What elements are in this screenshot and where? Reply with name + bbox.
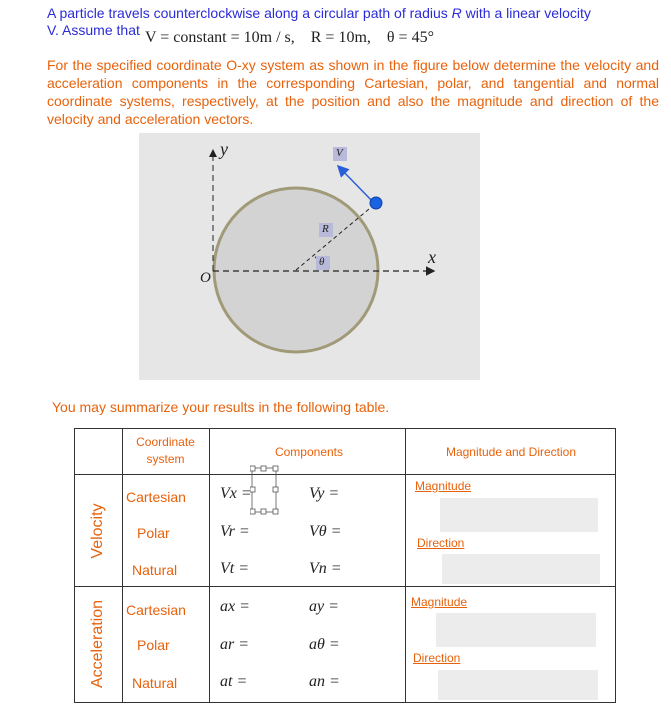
header-magnitude-direction: Magnitude and Direction <box>445 445 577 459</box>
intro-r: R <box>451 5 462 21</box>
component-vtheta: Vθ = <box>309 523 342 540</box>
col-divider-3 <box>405 428 406 703</box>
component-vx: Vx = <box>220 485 252 502</box>
component-ar: ar = <box>220 636 250 653</box>
component-vn: Vn = <box>309 560 342 577</box>
particle-point <box>370 197 382 209</box>
accel-direction-box[interactable] <box>438 670 598 700</box>
origin-label: O <box>200 270 211 286</box>
velocity-direction-box[interactable] <box>442 554 600 584</box>
intro-line1: A particle travels counterclockwise along a circular path of radius <box>47 5 452 21</box>
row-velocity-natural: Natural <box>132 562 178 578</box>
row-accel-cartesian: Cartesian <box>126 602 186 618</box>
velocity-magnitude-box[interactable] <box>440 498 598 532</box>
section-divider <box>74 586 616 587</box>
col-divider-1 <box>122 428 123 703</box>
row-velocity-polar: Polar <box>137 525 170 541</box>
header-coordinate: Coordinate system <box>136 435 195 466</box>
x-label: x <box>428 247 436 267</box>
intro-line2: V. Assume that <box>47 22 140 38</box>
acceleration-group-label: Acceleration <box>89 599 106 689</box>
given-equation: V = constant = 10m / s, R = 10m, θ = 45° <box>145 29 434 46</box>
header-components: Components <box>274 445 344 459</box>
figure-panel <box>139 133 480 380</box>
radius-label: R <box>322 223 329 235</box>
selection-handles[interactable] <box>250 464 280 516</box>
component-an: an = <box>309 673 340 690</box>
results-table <box>74 428 616 703</box>
row-velocity-cartesian: Cartesian <box>126 489 186 505</box>
component-atheta: aθ = <box>309 636 340 653</box>
component-ay: ay = <box>309 598 339 615</box>
component-at: at = <box>220 673 248 690</box>
accel-magnitude-label: Magnitude <box>411 595 468 609</box>
velocity-direction-label: Direction <box>417 536 465 550</box>
velocity-arrow <box>339 167 375 204</box>
velocity-label: V <box>336 147 343 159</box>
problem-paragraph: For the specified coordinate O-xy system as shown in the figure below determine the velocity and acceleration components in the corresponding Cartesian, polar, and tangential and normal coordinate systems, respectively, at the position and also the magnitude and direction of the velocity and acceleration vectors. <box>47 57 659 127</box>
accel-direction-label: Direction <box>413 651 461 665</box>
velocity-group-label: Velocity <box>89 503 106 559</box>
accel-magnitude-box[interactable] <box>436 613 596 647</box>
intro-line1b: with a linear velocity <box>461 5 591 21</box>
component-vt: Vt = <box>220 560 250 577</box>
row-accel-natural: Natural <box>132 675 178 691</box>
component-vy: Vy = <box>309 485 340 502</box>
theta-label: θ <box>319 256 325 268</box>
summary-text: You may summarize your results in the following table. <box>52 399 390 415</box>
component-ax: ax = <box>220 598 250 615</box>
col-divider-2 <box>209 428 210 703</box>
header-divider <box>74 474 616 475</box>
component-vr: Vr = <box>220 523 250 540</box>
velocity-magnitude-label: Magnitude <box>415 479 472 493</box>
row-accel-polar: Polar <box>137 637 170 653</box>
y-label: y <box>220 139 228 159</box>
